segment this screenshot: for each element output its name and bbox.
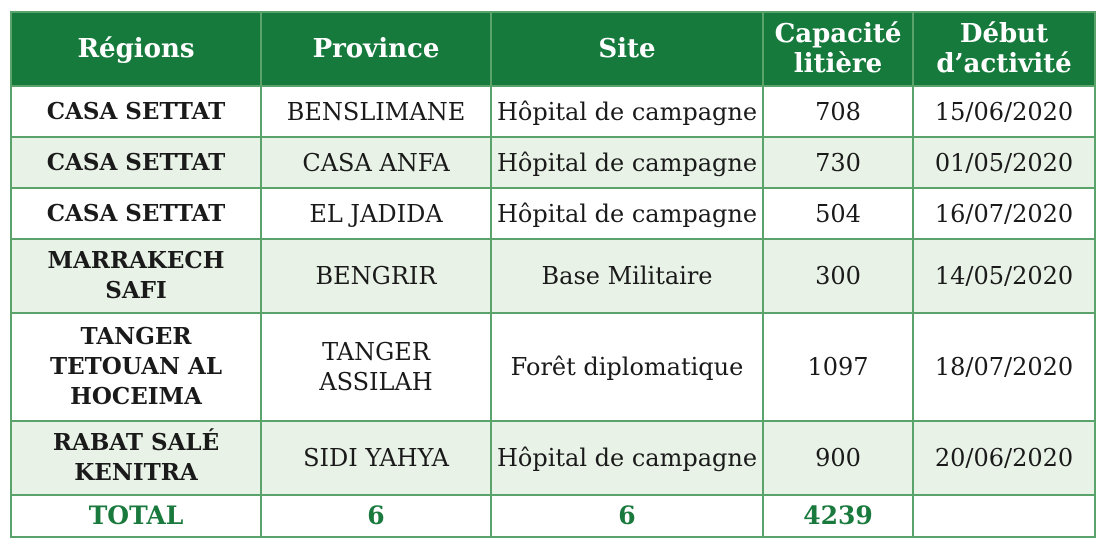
region-cell: TANGER TETOUAN AL HOCEIMA [11,313,261,421]
header-regions: Régions [11,12,261,86]
hospital-capacity-table-container [10,11,1096,538]
capacity-cell: 730 [763,137,913,188]
site-cell: Hôpital de campagne [491,137,763,188]
province-cell: EL JADIDA [261,188,491,239]
site-cell: Hôpital de campagne [491,421,763,495]
site-cell: Base Militaire [491,239,763,313]
start-date-cell: 18/07/2020 [913,313,1095,421]
header-start-date: Début d’activité [913,12,1095,86]
header-capacity: Capacité litière [763,12,913,86]
region-cell: MARRAKECH SAFI [11,239,261,313]
table-row [11,421,1095,495]
region-cell: CASA SETTAT [11,188,261,239]
start-date-cell: 01/05/2020 [913,137,1095,188]
table-row [11,239,1095,313]
capacity-cell: 1097 [763,313,913,421]
total-capacity: 4239 [763,495,913,537]
start-date-cell: 14/05/2020 [913,239,1095,313]
start-date-cell: 20/06/2020 [913,421,1095,495]
site-cell: Hôpital de campagne [491,86,763,137]
total-start-date [913,495,1095,537]
capacity-cell: 708 [763,86,913,137]
header-site: Site [491,12,763,86]
table-row [11,188,1095,239]
region-cell: CASA SETTAT [11,86,261,137]
table-row [11,137,1095,188]
total-label: TOTAL [11,495,261,537]
province-cell: BENGRIR [261,239,491,313]
capacity-cell: 300 [763,239,913,313]
region-cell: RABAT SALÉ KENITRA [11,421,261,495]
site-cell: Forêt diplomatique [491,313,763,421]
total-site-count: 6 [491,495,763,537]
start-date-cell: 16/07/2020 [913,188,1095,239]
capacity-cell: 900 [763,421,913,495]
table-row [11,313,1095,421]
site-cell: Hôpital de campagne [491,188,763,239]
province-cell: BENSLIMANE [261,86,491,137]
header-province: Province [261,12,491,86]
table-row [11,86,1095,137]
header-row [11,12,1095,86]
total-row [11,495,1095,537]
province-cell: TANGER ASSILAH [261,313,491,421]
province-cell: SIDI YAHYA [261,421,491,495]
province-cell: CASA ANFA [261,137,491,188]
capacity-cell: 504 [763,188,913,239]
hospital-capacity-table [10,11,1096,538]
region-cell: CASA SETTAT [11,137,261,188]
start-date-cell: 15/06/2020 [913,86,1095,137]
total-province-count: 6 [261,495,491,537]
